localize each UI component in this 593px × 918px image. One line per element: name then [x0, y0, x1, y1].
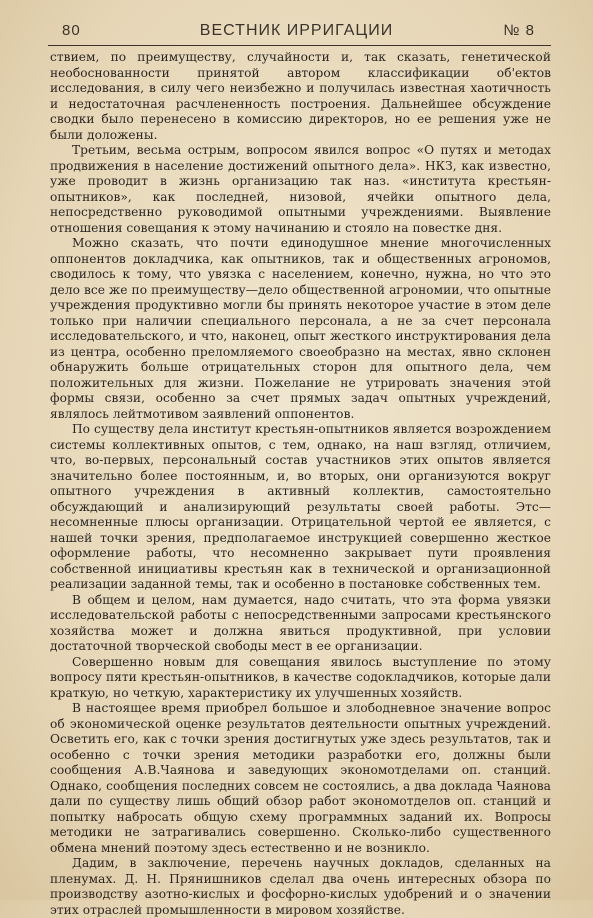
- paragraph: В общем и целом, нам думается, надо считать, что эта форма увязки исследовательской работы с непосредственными запросами крестьянского хозяйства может и должна явиться продуктивной, при условии достаточной творческой свободы мест в ее организации.: [50, 592, 551, 653]
- article-body: [50, 50, 551, 918]
- issue-number: № 8: [503, 22, 535, 39]
- paragraph: По существу дела институт крестьян-опытников является возрождением системы коллективных опытов, с тем, однако, на наш взгляд, отличием, что, во-первых, персональный состав участников этих опытов является значительно более постоянным, и, во вторых, они организуются вокруг опытного учреждения в активный коллектив, самостоятельно обсуждающий и анализирующий результаты своей работы. Этс—несомненные плюсы организации. Отрицательной чертой ее является, с нашей точки зрения, предполагаемое инструкцией совершенно жесткое оформление работы, что несомненно закрывает пути проявления собственной инициативы крестьян как в технической и организационной реализации заданной темы, так и особенно в постановке собственных тем.: [50, 422, 551, 591]
- paragraph: Можно сказать, что почти единодушное мнение многочисленных оппонентов докладчика, как опытников, так и общественных агрономов, сводилось к тому, что увязка с населением, конечно, нужна, но что это дело все же по преимуществу—дело общественной агрономии, что опытные учреждения продуктивно могли бы принять некоторое участие в этом деле только при наличии специального персонала, а не за счет персонала исследовательского, и что, наконец, опыт жесткого инструктирования дела из центра, особенно преломляемого своеобразно на местах, явно склонен обнаружить больше отрицательных сторон для опытного дела, чем положительных для жизни. Пожелание не утрировать значения этой формы связи, особенно за счет прямых задач опытных учреждений, являлось лейтмотивом заявлений оппонентов.: [50, 236, 551, 421]
- page-number: 80: [62, 22, 81, 39]
- page-header: [40, 18, 553, 44]
- journal-title: ВЕСТНИК ИРРИГАЦИИ: [199, 22, 394, 39]
- paragraph: Совершенно новым для совещания явилось выступление по этому вопросу пяти крестьян-опытников, в качестве содокладчиков, которые дали краткую, но четкую, характеристику их улучшенных хозяйств.: [50, 654, 551, 700]
- paragraph: В настоящее время приобрел большое и злободневное значение вопрос об экономической оценке результатов деятельности опытных учреждений. Осветить его, как с точки зрения достигнутых уже здесь результатов, так и особенно с точки зрения методики разработки его, должны были сообщения А.В.Чаянова и заведующих экономотделами оп. станций. Однако, сообщения последних совсем не состоялись, а два доклада Чаянова дали по существу лишь общий обзор работ экономотделов оп. станций и попытку набросать общую схему программных заданий их. Вопросы методики не затрагивались совершенно. Сколько-либо существенного обмена мнений поэтому здесь естественно и не возникло.: [50, 701, 551, 855]
- paragraph: Дадим, в заключение, перечень научных докладов, сделанных на пленумах. Д. Н. Прянишников сделал два очень интересных обзора по производству азотно-кислых и фосфорно-кислых удобрений и о значении этих отраслей промышленности в мировом хозяйстве.: [50, 856, 551, 917]
- paragraph: ствием, по преимуществу, случайности и, так сказать, генетической необоснованности принятой автором классификации об'ектов исследования, в силу чего неизбежно и получилась известная хаотичность и недостаточная расчлененность построения. Дальнейшее обсуждение сводки было перенесено в комиссию директоров, но ее решения уже не были доложены.: [50, 50, 551, 142]
- paragraph: Третьим, весьма острым, вопросом явился вопрос «О путях и методах продвижения в население достижений опытного дела». НКЗ, как известно, уже проводит в жизнь организацию так наз. «института крестьян-опытников», как последней, низовой, ячейки опытного дела, непосредственно руководимой опытными учреждениями. Выявление отношения совещания к этому начинанию и стояло на повестке дня.: [50, 143, 551, 235]
- header-rule: [48, 45, 551, 46]
